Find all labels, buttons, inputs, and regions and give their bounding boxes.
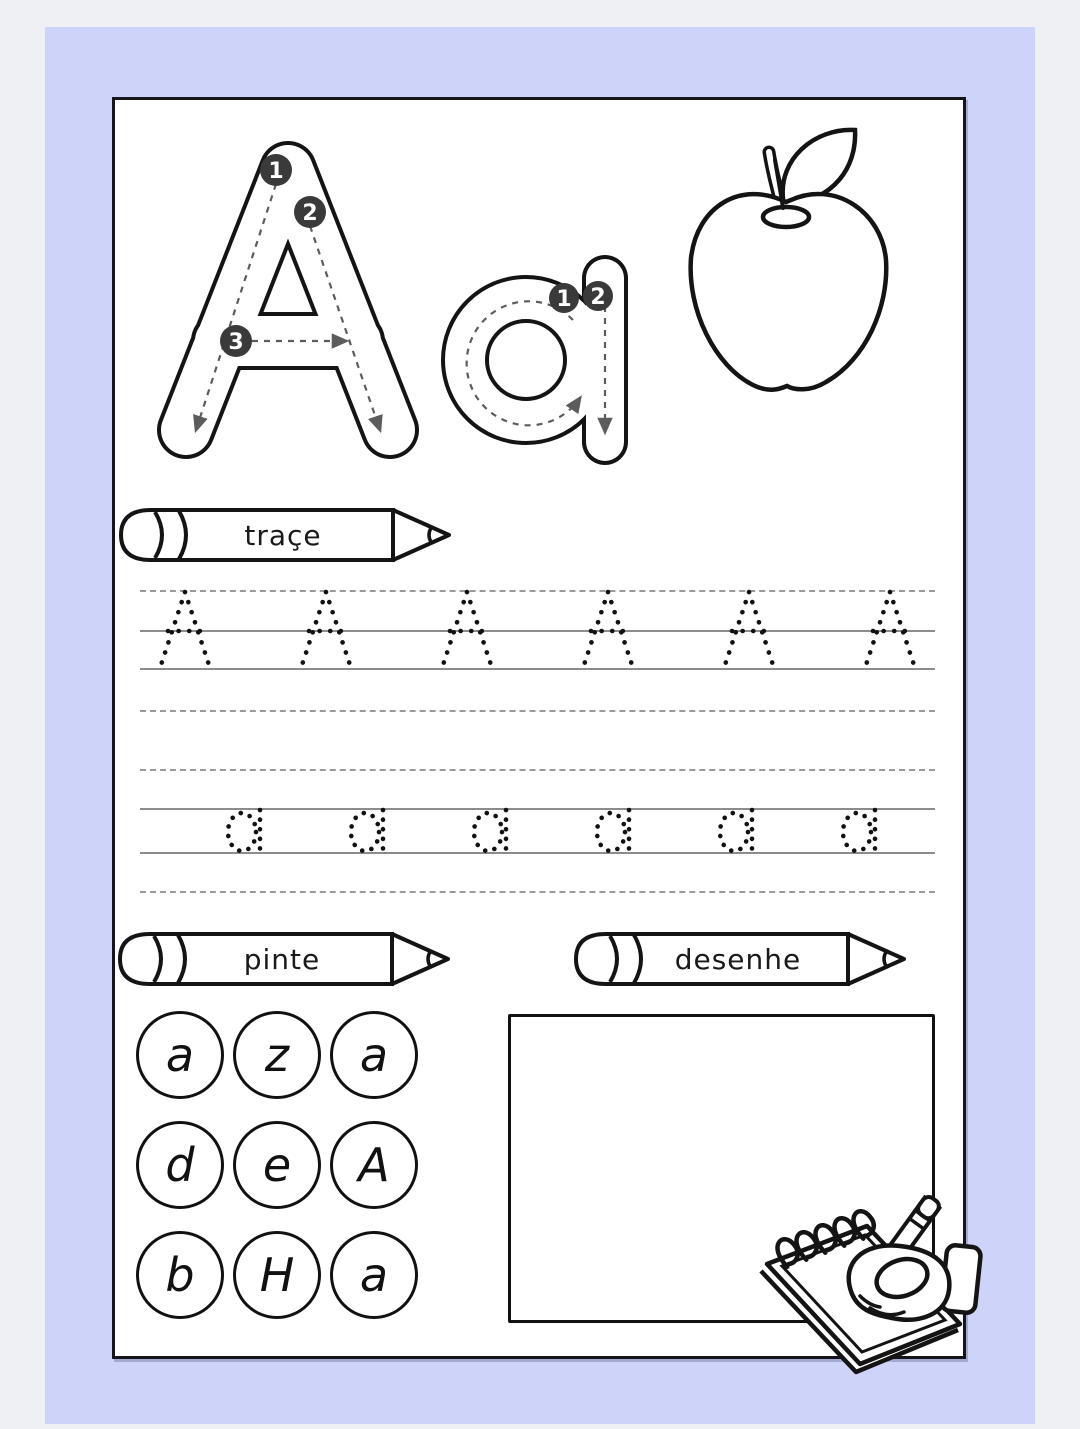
circle-letter: a xyxy=(359,1248,389,1302)
dotted-letter-A xyxy=(435,588,499,670)
bubble-letter-uppercase-a xyxy=(140,118,436,466)
stroke-badge-2 xyxy=(583,281,613,311)
circle-letter: A xyxy=(358,1138,390,1192)
svg-text:3: 3 xyxy=(228,330,244,355)
dotted-letter-A xyxy=(294,588,358,670)
letter-circle xyxy=(233,1011,321,1099)
dotted-letter-A xyxy=(858,588,922,670)
stroke-badge-3 xyxy=(220,325,252,357)
paint-pencil-icon xyxy=(92,930,452,988)
letter-circle xyxy=(136,1011,224,1099)
dotted-letter-a xyxy=(222,801,268,856)
trace-label: traçe xyxy=(244,519,322,552)
circle-letter: H xyxy=(259,1248,295,1302)
circle-letter: a xyxy=(165,1028,195,1082)
hand-notepad-icon xyxy=(732,1152,988,1392)
letter-circle xyxy=(136,1231,224,1319)
rule-dashed xyxy=(140,769,935,771)
bubble-letter-lowercase-a xyxy=(438,248,638,466)
letter-circle xyxy=(330,1231,418,1319)
svg-text:1: 1 xyxy=(556,287,572,312)
svg-text:2: 2 xyxy=(590,285,606,310)
dotted-letter-a xyxy=(345,801,391,856)
dotted-letter-A xyxy=(717,588,781,670)
stroke-badge-1 xyxy=(260,154,292,186)
circle-letter: e xyxy=(262,1138,292,1192)
trace-row-uppercase xyxy=(140,588,935,670)
paint-label: pinte xyxy=(243,943,321,976)
letter-circle xyxy=(330,1121,418,1209)
draw-label: desenhe xyxy=(674,943,802,976)
apple-icon xyxy=(683,120,895,398)
letter-circle xyxy=(233,1231,321,1319)
trace-row-lowercase xyxy=(140,801,935,856)
draw-pencil-icon xyxy=(548,930,908,988)
paint-letter-grid xyxy=(136,1011,418,1319)
svg-text:2: 2 xyxy=(302,201,318,226)
letter-circle xyxy=(233,1121,321,1209)
letter-circle xyxy=(330,1011,418,1099)
letter-circle xyxy=(136,1121,224,1209)
stroke-badge-2 xyxy=(294,196,326,228)
dotted-letter-A xyxy=(153,588,217,670)
rule-dashed xyxy=(140,891,935,893)
trace-pencil-icon xyxy=(93,506,453,564)
dotted-letter-a xyxy=(714,801,760,856)
svg-text:1: 1 xyxy=(268,159,284,184)
circle-letter: a xyxy=(359,1028,389,1082)
stroke-badge-1 xyxy=(549,283,579,313)
dotted-letter-a xyxy=(837,801,883,856)
rule-dashed xyxy=(140,710,935,712)
dotted-letter-A xyxy=(576,588,640,670)
dotted-letter-a xyxy=(468,801,514,856)
circle-letter: b xyxy=(165,1248,195,1302)
circle-letter: d xyxy=(165,1138,195,1192)
circle-letter: z xyxy=(264,1028,290,1082)
dotted-letter-a xyxy=(591,801,637,856)
